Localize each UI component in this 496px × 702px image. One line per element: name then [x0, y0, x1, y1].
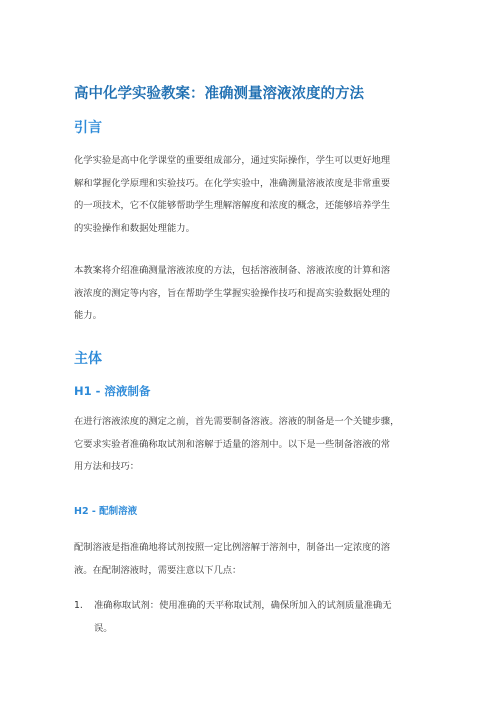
section-heading-main: 主体	[74, 351, 102, 367]
paragraph-line: 化学实验是高中化学课堂的重要组成部分，通过实际操作，学生可以更好地理	[74, 155, 391, 166]
list-item-body	[94, 595, 426, 640]
h1-heading-solution-prep: H1 - 溶液制备	[74, 384, 151, 398]
intro-paragraph-1	[74, 150, 426, 240]
paragraph-line: 用方法和技巧：	[74, 461, 140, 472]
paragraph-line: 它要求实验者准确称取试剂和溶解于适量的溶剂中。以下是一些制备溶液的常	[74, 438, 391, 450]
paragraph-line: 本教案将介绍准确测量溶液浓度的方法，包括溶液制备、溶液浓度的计算和溶	[74, 265, 391, 276]
paragraph-line: 液浓度的测定等内容，旨在帮助学生掌握实验操作技巧和提高实验数据处理的	[74, 287, 391, 299]
document-title: 高中化学实验教案：准确测量溶液浓度的方法	[74, 86, 364, 102]
paragraph-line: 配制溶液是指准确地将试剂按照一定比例溶解于溶剂中，制备出一定浓度的溶	[74, 542, 391, 553]
paragraph-line: 的实验操作和数据处理能力。	[74, 222, 195, 234]
h2-heading-prepare-solution: H2 - 配制溶液	[74, 506, 138, 517]
paragraph-line: 能力。	[74, 310, 102, 321]
paragraph-line: 解和掌握化学原理和实验技巧。在化学实验中，准确测量溶液浓度是非常重要	[74, 177, 391, 189]
h1-paragraph	[74, 411, 426, 479]
list-item-number: 1.	[74, 600, 83, 611]
paragraph-line: 在进行溶液浓度的测定之前，首先需要制备溶液。溶液的制备是一个关键步骤，	[74, 416, 400, 427]
section-heading-intro: 引言	[74, 120, 102, 136]
paragraph-line: 的一项技术，它不仅能够帮助学生理解溶解度和浓度的概念，还能够培养学生	[74, 200, 391, 211]
intro-paragraph-2	[74, 260, 426, 328]
list-item-line: 准确称取试剂：使用准确的天平称取试剂，确保所加入的试剂质量准确无	[94, 600, 392, 611]
h2-paragraph	[74, 537, 426, 582]
list-item-line: 误。	[94, 622, 113, 634]
paragraph-line: 液。在配制溶液时，需要注意以下几点：	[74, 564, 242, 576]
